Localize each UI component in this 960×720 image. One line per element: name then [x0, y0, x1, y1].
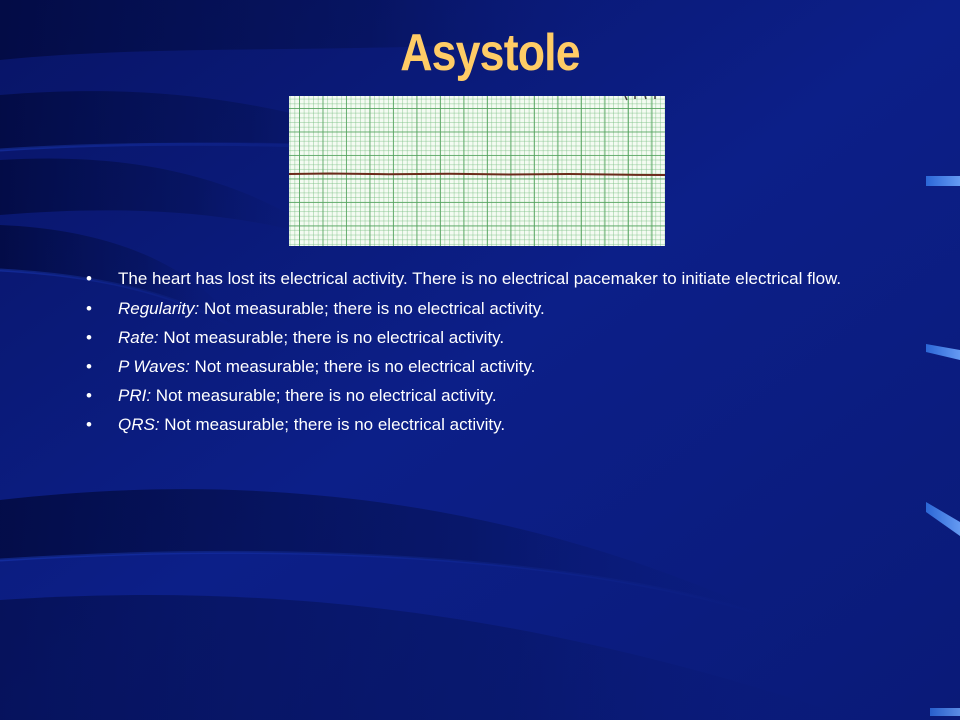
bullet-text: Not measurable; there is no electrical activity.: [199, 299, 545, 318]
bullet-text: Not measurable; there is no electrical activity.: [159, 415, 506, 434]
bullet-text: Not measurable; there is no electrical activity.: [189, 357, 536, 376]
bullet-text: Not measurable; there is no electrical activity.: [158, 328, 505, 347]
list-item: [86, 327, 846, 348]
bullet-text: Not measurable; there is no electrical activity.: [151, 386, 497, 405]
bullet-symbol: •: [86, 386, 92, 405]
slide-title: Asystole: [400, 24, 580, 82]
bullet-symbol: •: [86, 299, 92, 318]
bullet-term: Rate:: [118, 328, 159, 347]
list-item: [86, 268, 846, 289]
bullet-term: QRS:: [118, 415, 160, 434]
bullet-term: Regularity:: [118, 299, 200, 318]
ecg-trace: [289, 96, 665, 246]
bullet-text: The heart has lost its electrical activity. There is no electrical pacemaker to initiate electrical flow.: [118, 269, 842, 288]
list-item: [86, 298, 846, 319]
bullet-term: P Waves:: [118, 357, 190, 376]
bullet-list: [86, 268, 846, 443]
bullet-symbol: •: [86, 328, 92, 347]
list-item: [86, 356, 846, 377]
list-item: [86, 385, 846, 406]
bullet-symbol: •: [86, 415, 92, 434]
ecg-strip: [289, 96, 665, 246]
bullet-term: PRI:: [118, 386, 152, 405]
bullet-symbol: •: [86, 269, 92, 288]
list-item: [86, 414, 846, 435]
bullet-symbol: •: [86, 357, 92, 376]
